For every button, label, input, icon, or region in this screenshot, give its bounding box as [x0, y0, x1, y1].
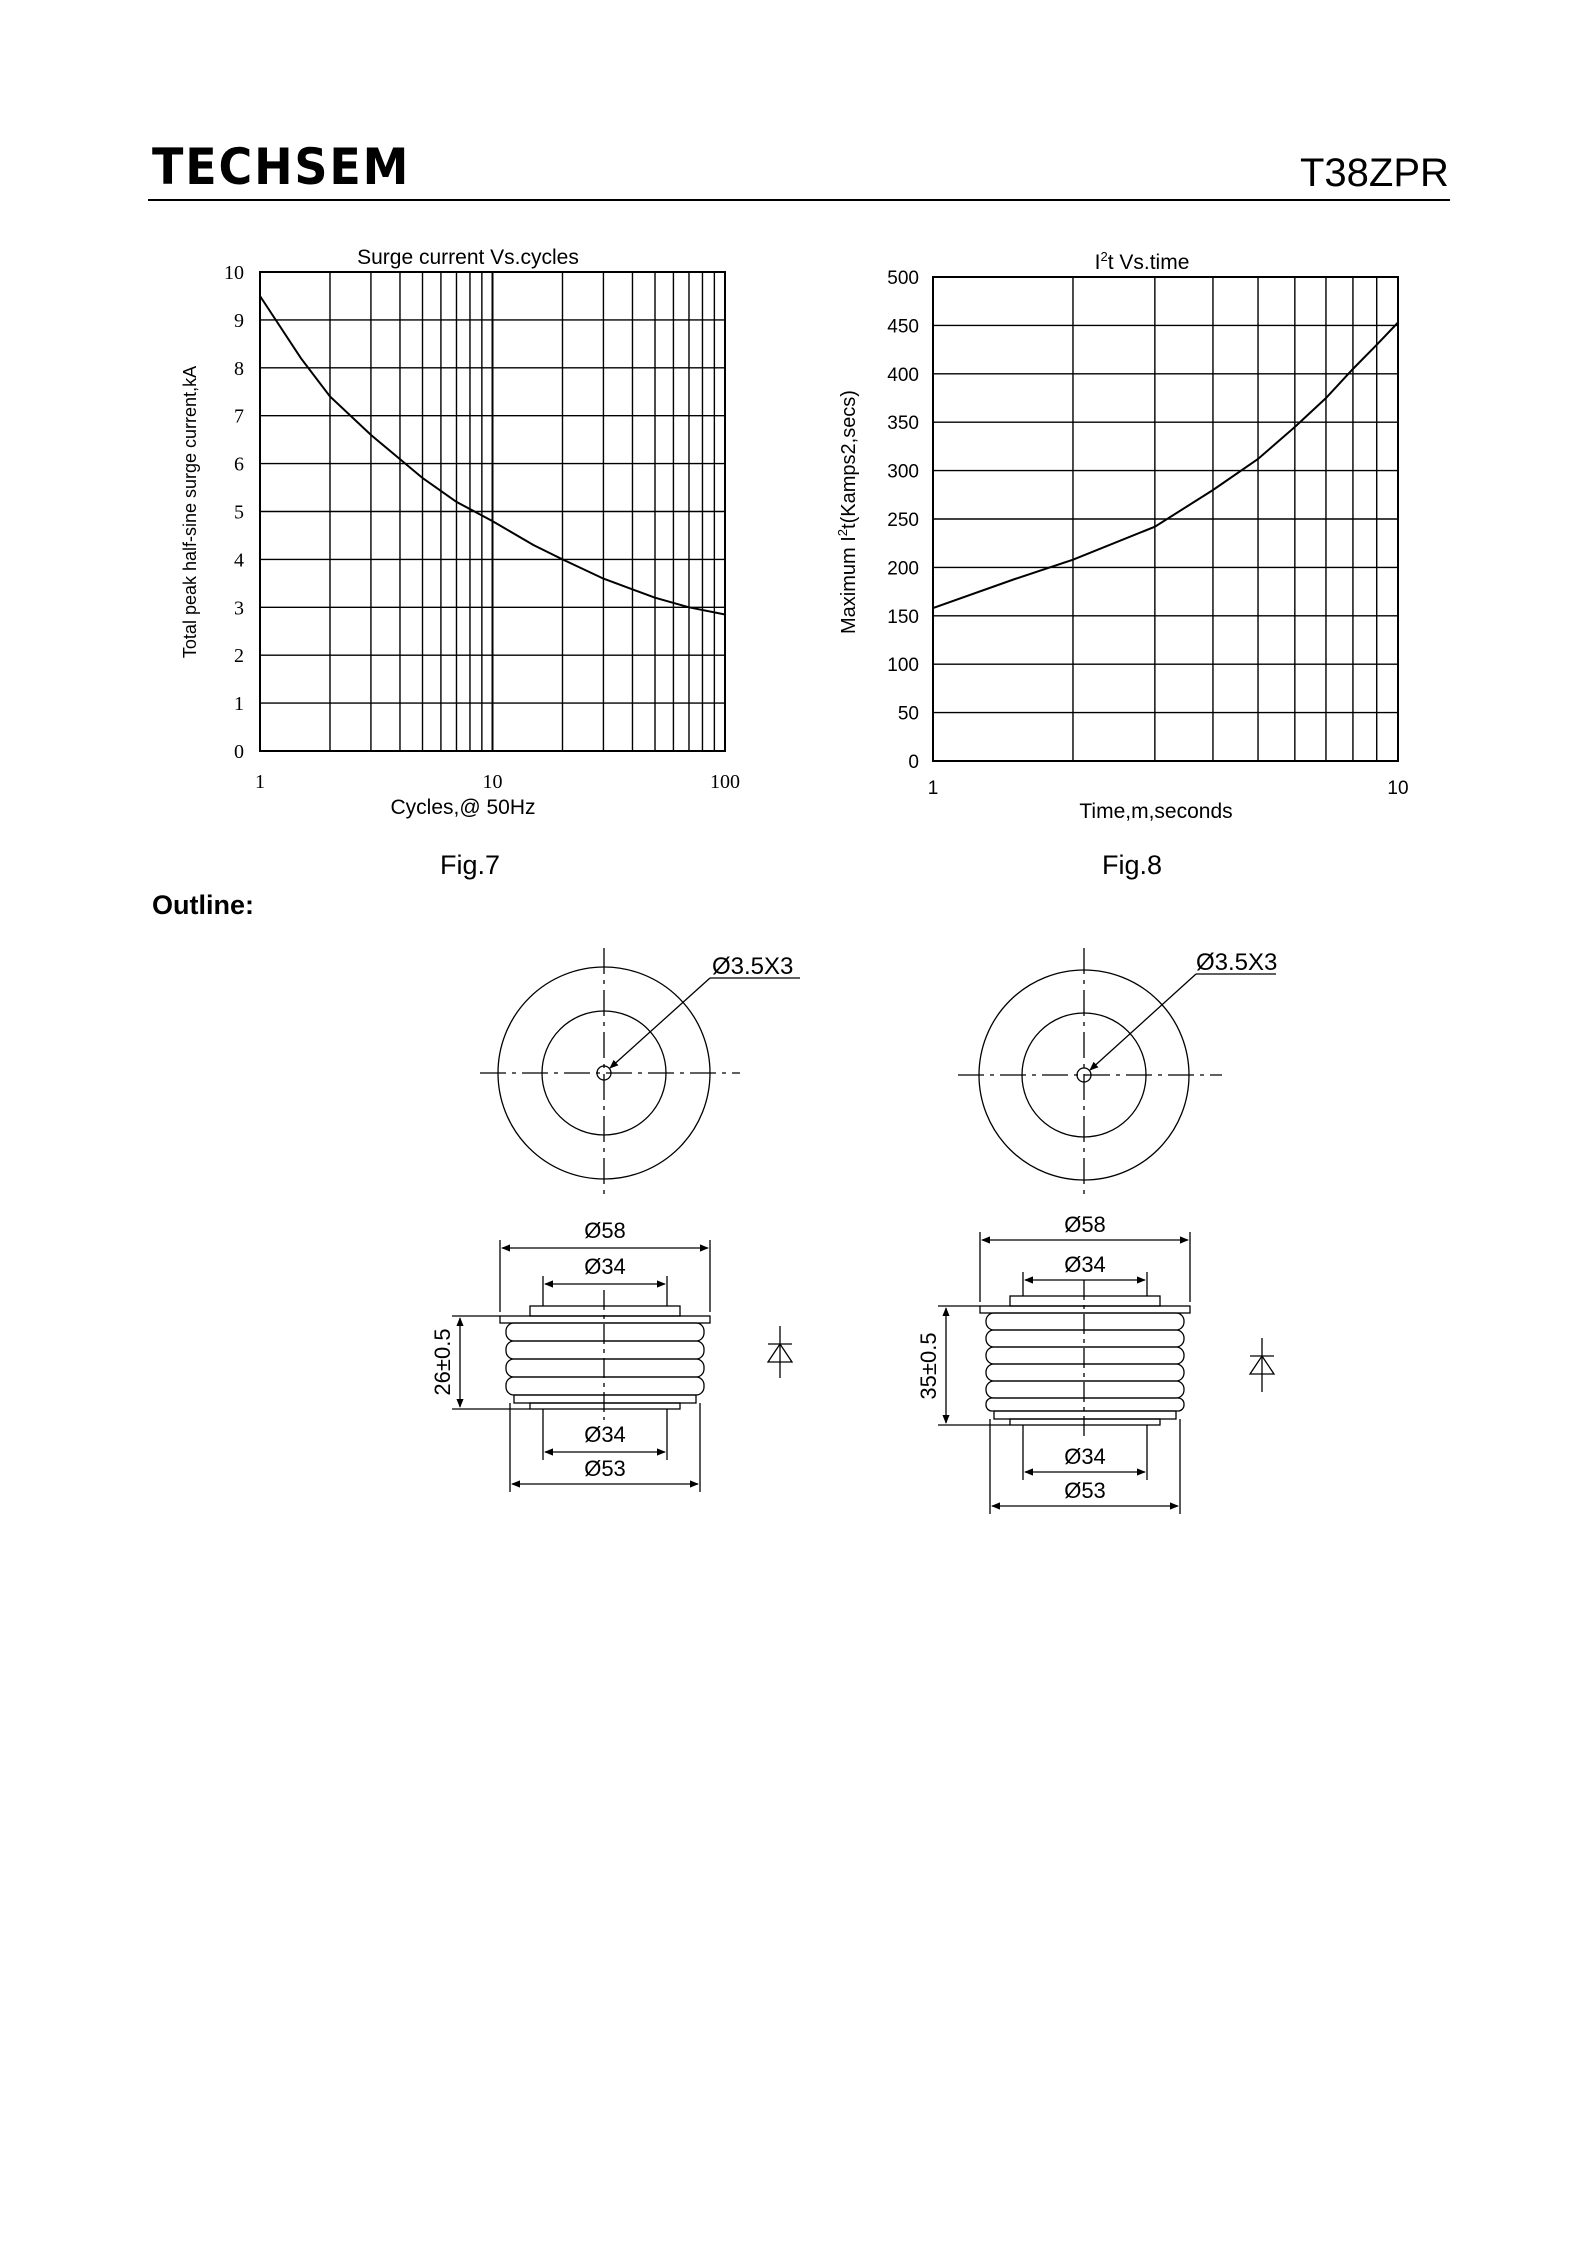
- dim-outer-bottom-right: Ø53: [1064, 1478, 1106, 1503]
- dim-height-right: 35±0.5: [916, 1332, 941, 1400]
- dim-outer-top-right: Ø58: [1064, 1212, 1106, 1237]
- x-tick-label: 10: [482, 771, 503, 793]
- y-tick-label: 150: [887, 606, 919, 628]
- x-tick-label: 10: [1387, 778, 1409, 799]
- dim-inner-top-right: Ø34: [1064, 1252, 1106, 1277]
- y-tick-label: 500: [887, 268, 919, 289]
- y-tick-label: 1: [234, 693, 244, 716]
- dim-outer-bottom-left: Ø53: [584, 1456, 626, 1481]
- fig8-caption: Fig.8: [1101, 850, 1163, 880]
- y-tick-label: 9: [234, 309, 244, 332]
- y-tick-label: 350: [887, 413, 919, 435]
- y-tick-label: 6: [234, 453, 244, 476]
- y-tick-label: 3: [234, 597, 244, 620]
- outline-heading: Outline:: [152, 890, 254, 920]
- top-view-right: [958, 948, 1276, 1200]
- y-tick-label: 200: [887, 558, 919, 580]
- y-tick-label: 4: [234, 549, 244, 572]
- y-axis-label: Maximum $I^2t(Kamps2,\sec s)$: [835, 390, 860, 634]
- dim-inner-top-left: Ø34: [584, 1254, 626, 1279]
- outline-right-variant: [938, 948, 1276, 1514]
- dim-height-left: 26±0.5: [430, 1328, 455, 1396]
- y-tick-label: 10: [224, 262, 244, 284]
- hole-label-right: Ø3.5X3: [1196, 949, 1278, 976]
- x-tick-label: 1: [255, 771, 265, 793]
- dim-inner-bottom-left: Ø34: [584, 1422, 626, 1447]
- chart-title: Surge current Vs.cycles: [357, 246, 579, 269]
- y-tick-label: 450: [887, 316, 919, 338]
- x-axis-label: Cycles,@ 50Hz: [390, 796, 536, 819]
- y-tick-label: 0: [234, 741, 244, 763]
- x-tick-label: 100: [710, 771, 740, 793]
- dim-outer-top-left: Ø58: [584, 1218, 626, 1243]
- fig7-caption: Fig.7: [439, 850, 501, 880]
- y-tick-label: 100: [887, 655, 919, 677]
- y-tick-label: 8: [234, 357, 244, 380]
- side-view-right: [938, 1232, 1274, 1514]
- x-axis-label: Time,m,seconds: [1079, 800, 1233, 823]
- y-tick-label: 400: [887, 364, 919, 386]
- brand-logo: TECHSEM: [152, 138, 411, 196]
- x-tick-label: 1: [927, 778, 939, 799]
- dim-inner-bottom-right: Ø34: [1064, 1444, 1106, 1469]
- y-tick-label: 0: [908, 752, 919, 773]
- y-tick-label: 50: [897, 703, 919, 725]
- y-tick-label: 2: [234, 645, 244, 668]
- top-view-left: [480, 948, 800, 1200]
- part-number: T38ZPR: [1300, 151, 1449, 195]
- y-tick-label: 5: [234, 501, 244, 524]
- outline-left-variant: [452, 948, 800, 1492]
- y-axis-label: Total peak half-sine surge current,kA: [180, 365, 200, 659]
- y-tick-label: 250: [887, 510, 919, 531]
- hole-label-left: Ø3.5X3: [712, 953, 794, 980]
- chart-title: $I^2t$ Vs.time: [1094, 249, 1190, 274]
- y-tick-label: 300: [887, 461, 919, 483]
- y-tick-label: 7: [234, 405, 244, 428]
